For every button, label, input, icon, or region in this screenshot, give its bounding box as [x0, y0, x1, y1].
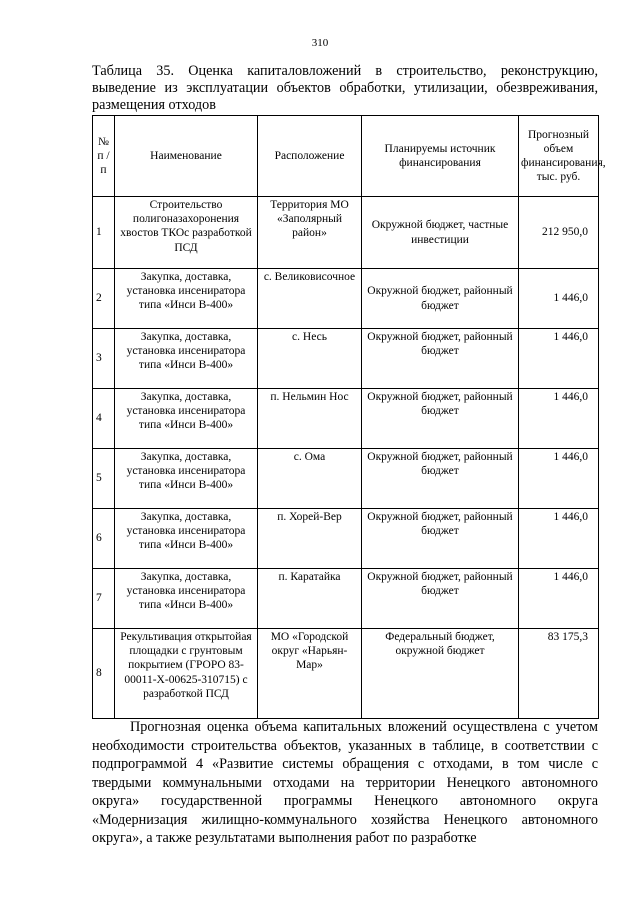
row-location: п. Нельмин Нос — [258, 389, 362, 449]
table-row — [93, 329, 599, 389]
row-location: с. Несь — [258, 329, 362, 389]
header-funding-volume: Прогнозный объем финансирования, тыс. руб. — [519, 116, 599, 197]
row-funding-volume: 1 446,0 — [519, 569, 599, 629]
body-paragraph: Прогнозная оценка объема капитальных вложений осуществлена с учетом необходимости строительства объектов, указанных в таблице, в соответствии с подпрограммой 4 «Развитие системы обращения с отходами, в том числе с твердыми коммунальными отходами на территории Ненецкого автономного округа» государственной программы Ненецкого автономного округа «Модернизация жилищно-коммунального хозяйства Ненецкого автономного округа», а также результатами выполнения работ по разработке — [92, 719, 598, 846]
row-funding-source: Окружной бюджет, районный бюджет — [362, 509, 519, 569]
table-row — [93, 449, 599, 509]
row-name: Закупка, доставка, установка инсениратора типа «Инси В-400» — [115, 329, 258, 389]
row-location: с. Ома — [258, 449, 362, 509]
table-row — [93, 389, 599, 449]
row-name: Закупка, доставка, установка инсениратора типа «Инси В-400» — [115, 269, 258, 329]
row-funding-volume: 1 446,0 — [519, 329, 599, 389]
row-number: 1 — [93, 197, 115, 269]
row-funding-source: Окружной бюджет, районный бюджет — [362, 389, 519, 449]
row-number: 8 — [93, 629, 115, 719]
page-number: 310 — [311, 37, 329, 49]
table-row — [93, 269, 599, 329]
row-name: Рекультивация открытойая площадки с грунтовым покрытием (ГРОРО 83-00011-Х-00625-310715) с разработкой ПСД — [115, 629, 258, 719]
header-funding-source: Планируемы источник финансирования — [362, 116, 519, 197]
row-funding-source: Окружной бюджет, районный бюджет — [362, 329, 519, 389]
row-funding-source: Окружной бюджет, районный бюджет — [362, 449, 519, 509]
row-funding-source: Окружной бюджет, районный бюджет — [362, 569, 519, 629]
table-row — [93, 509, 599, 569]
row-location: Территория МО «Заполярный район» — [258, 197, 362, 269]
capital-investment-table — [92, 115, 606, 719]
row-funding-source: Окружной бюджет, районный бюджет — [362, 269, 519, 329]
table-row — [93, 197, 599, 269]
row-funding-source: Окружной бюджет, частные инвестиции — [362, 197, 519, 269]
header-name: Наименование — [115, 116, 258, 197]
table-caption: Таблица 35. Оценка капиталовложений в строительство, реконструкцию, выведение из эксплуатации объектов обработки, утилизации, обезвреживания, размещения отходов — [92, 63, 598, 113]
row-funding-volume: 83 175,3 — [519, 629, 599, 719]
row-number: 3 — [93, 329, 115, 389]
row-name: Закупка, доставка, установка инсениратора типа «Инси В-400» — [115, 449, 258, 509]
row-name: Закупка, доставка, установка инсениратора типа «Инси В-400» — [115, 389, 258, 449]
table-row — [93, 569, 599, 629]
row-location: п. Каратайка — [258, 569, 362, 629]
row-location: МО «Городской округ «Нарьян-Мар» — [258, 629, 362, 719]
row-funding-source: Федеральный бюджет, окружной бюджет — [362, 629, 519, 719]
row-number: 4 — [93, 389, 115, 449]
row-funding-volume: 212 950,0 — [519, 197, 599, 269]
row-number: 5 — [93, 449, 115, 509]
table-header-row — [93, 116, 599, 197]
row-location: п. Хорей-Вер — [258, 509, 362, 569]
row-number: 2 — [93, 269, 115, 329]
row-number: 6 — [93, 509, 115, 569]
header-number: № п / п — [93, 116, 115, 197]
row-funding-volume: 1 446,0 — [519, 449, 599, 509]
row-name: Закупка, доставка, установка инсениратора типа «Инси В-400» — [115, 509, 258, 569]
row-name: Строительство полигоназахоронения хвостов ТКОс разработкой ПСД — [115, 197, 258, 269]
row-funding-volume: 1 446,0 — [519, 389, 599, 449]
row-funding-volume: 1 446,0 — [519, 509, 599, 569]
row-name: Закупка, доставка, установка инсениратора типа «Инси В-400» — [115, 569, 258, 629]
row-number: 7 — [93, 569, 115, 629]
table-row — [93, 629, 599, 719]
row-location: с. Великовисочное — [258, 269, 362, 329]
header-location: Расположение — [258, 116, 362, 197]
row-funding-volume: 1 446,0 — [519, 269, 599, 329]
